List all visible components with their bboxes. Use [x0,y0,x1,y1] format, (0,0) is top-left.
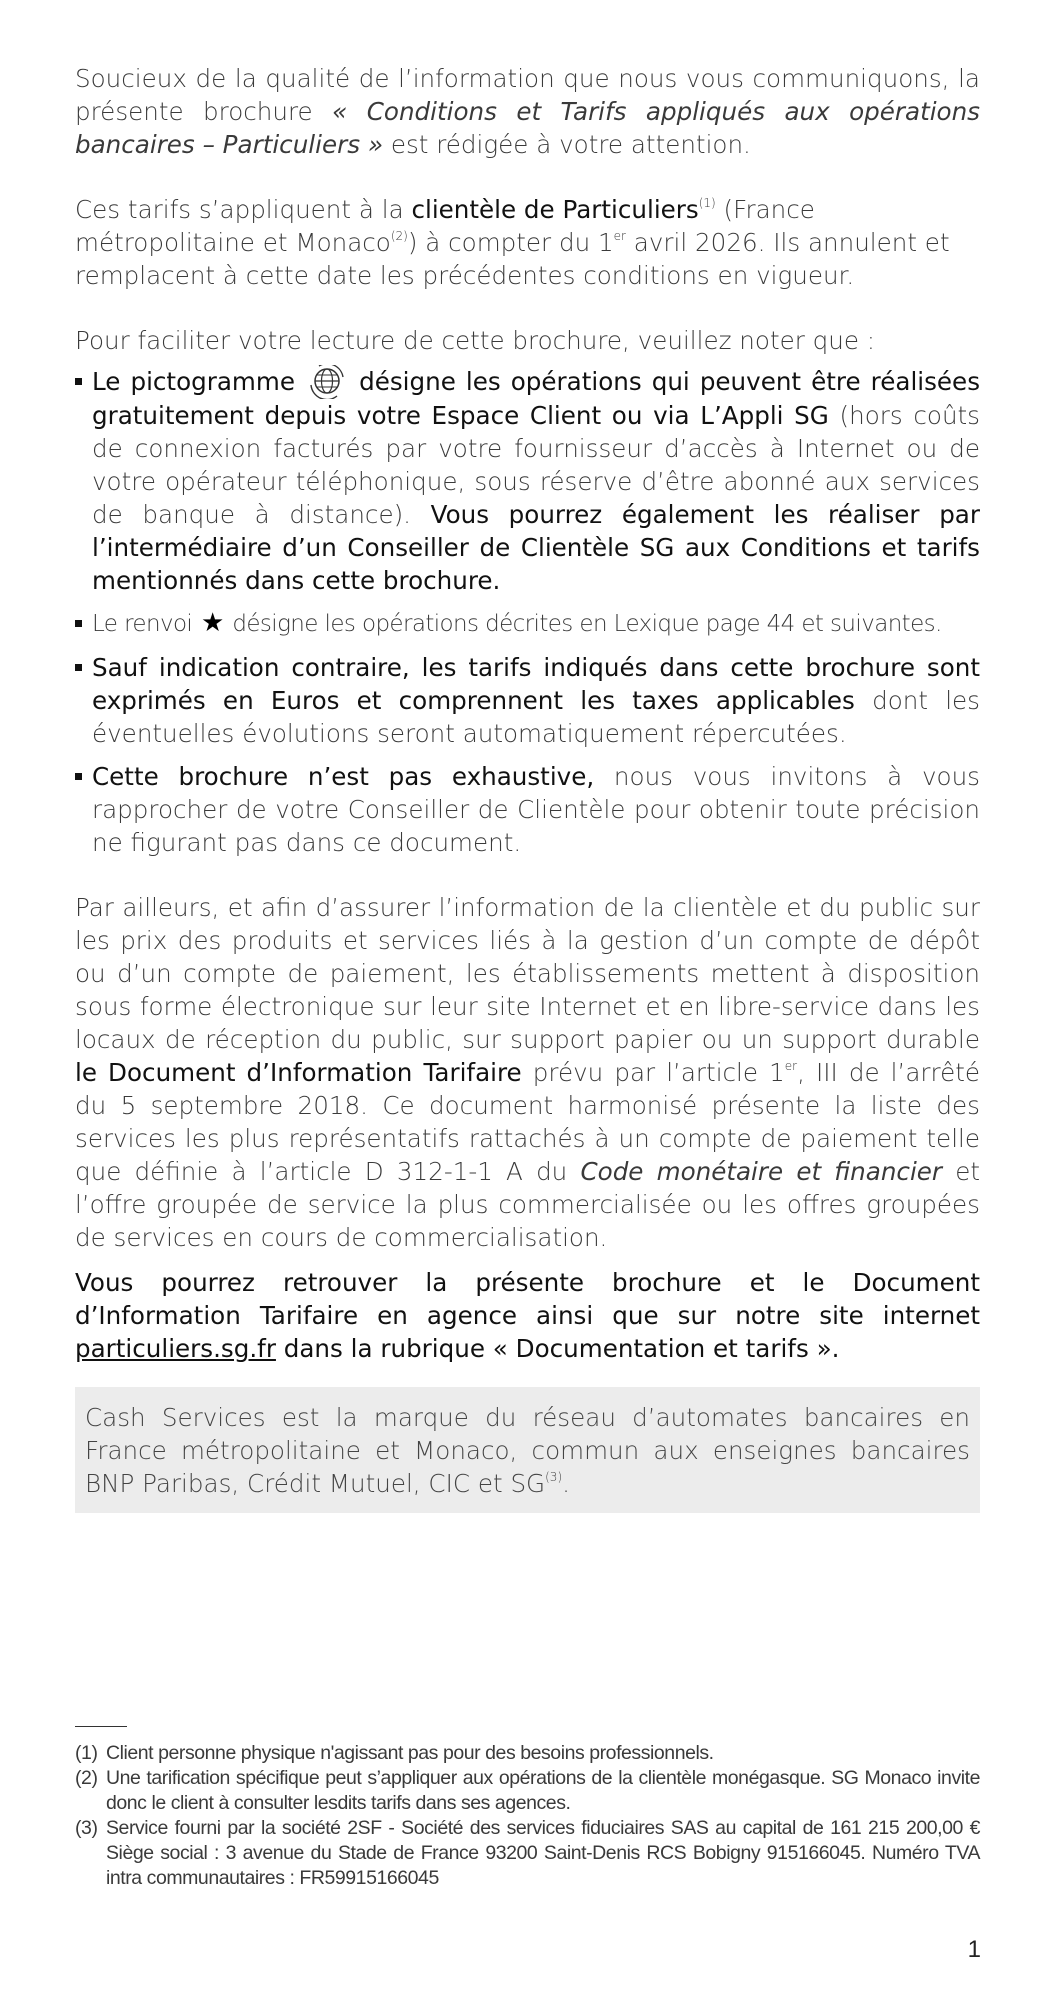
footnotes [75,1726,980,1891]
scope-text-date: ) à compter du 1 [407,228,614,257]
footnote-ref-1: (1) [698,196,716,210]
retrieve-text-end: dans la rubrique « Documentation et tarifs ». [275,1334,840,1363]
list-item [75,760,980,859]
bullet-square [75,378,82,385]
website-link[interactable]: particuliers.sg.fr [75,1334,276,1363]
page-number: 1 [967,1936,981,1963]
bullet-text-taxes: dont les éventuelles évolutions seront automatiquement répercutées. [92,686,980,748]
bullet-text-advisor-contact: nous vous invitons à vous rapprocher de votre Conseiller de Clientèle pour obtenir toute précision ne figurant pas dans ce document. [92,762,980,857]
bullet-text: Le pictogramme [92,367,306,396]
info-text: Par ailleurs, et afin d’assurer l’information de la clientèle et du public sur les prix des produits et services liés à la gestion d’un compte de dépôt ou d’un compte de paiement, les établissements mettent à disposition sous forme électronique sur leur site Internet et en libre-service dans les locaux de réception du public, sur support papier ou un support durable [75,893,980,1054]
bullet-square [75,664,82,671]
footnote-text: Service fourni par la société 2SF - Société des services fiduciaires SAS au capital de 161 215 200,00 € Siège social : 3 avenue du Stade de France 93200 Saint-Denis RCS Bobigny 915166045. Numéro TVA intra communautaires : FR59915166045 [106,1817,980,1889]
cash-services-box [75,1387,980,1513]
scope-text-region: (France métropolitaine et Monaco [75,195,815,257]
bullet-square [75,620,82,627]
footnote-ref-3: (3) [545,1470,563,1484]
footnote-3 [75,1816,980,1891]
intro-paragraph [75,62,980,161]
list-item [75,365,980,597]
dit-label: le Document d’Information Tarifaire [75,1058,522,1087]
scope-text: Ces tarifs s’appliquent à la [75,195,412,224]
footnote-2 [75,1766,980,1816]
scope-text-end: avril 2026. Ils annulent et remplacent à cette date les précédentes conditions en vigueur. [75,228,950,290]
footnote-1 [75,1741,980,1766]
bullet-text-exhaustive: Cette brochure n’est pas exhaustive, [92,762,595,791]
bullet-text-conditions: (hors coûts de connexion facturés par votre fournisseur d’accès à Internet ou de votre opérateur téléphonique, sous réserve d’être abonné aux services de banque à distance). [92,401,980,529]
footnote-ref-2: (2) [390,229,408,243]
star-icon: ★ [200,608,224,638]
bullet-text: Le renvoi [92,611,199,637]
ordinal-sup: er [613,229,626,243]
cash-services-text: Cash Services est la marque du réseau d’automates bancaires en France métropolitaine et Monaco, commun aux enseignes bancaires BNP Paribas, Crédit Mutuel, CIC et SG [85,1403,970,1498]
info-text-end: et l’offre groupée de service la plus commercialisée ou les offres groupées de services en cours de commercialisation. [75,1157,980,1252]
cash-services-end: . [562,1469,570,1498]
footnote-text: Client personne physique n'agissant pas pour des besoins professionnels. [106,1742,714,1764]
bullet-text-advisor: Vous pourrez également les réaliser par l’intermédiaire d’un Conseiller de Clientèle SG aux Conditions et tarifs mentionnés dans cette brochure. [92,500,980,595]
info-text-article: prévu par l’article 1 [521,1058,785,1087]
globe-icon [307,365,347,399]
bullet-text-currency: Sauf indication contraire, les tarifs indiqués dans cette brochure sont exprimés en Euros et comprennent les taxes applicables [92,653,980,715]
bullet-text-free: désigne les opérations qui peuvent être réalisées gratuitement depuis votre Espace Client ou via L’Appli SG [92,367,981,430]
footnote-number: (2) [75,1767,98,1789]
list-item [75,607,980,641]
intro-text-end: est rédigée à votre attention. [383,130,751,159]
brochure-title: « Conditions et Tarifs appliqués aux opérations bancaires – Particuliers » [75,97,980,159]
reading-note: Pour faciliter votre lecture de cette brochure, veuillez noter que : [75,326,876,355]
tariff-scope-paragraph [75,193,980,292]
clientele-label: clientèle de Particuliers [411,195,699,224]
bullet-text-lexicon: désigne les opérations décrites en Lexique page 44 et suivantes. [225,611,942,637]
info-text-decree: , III de l’arrêté du 5 septembre 2018. Ce document harmonisé présente la liste des services les plus représentatifs rattachés à un compte de paiement telle que définie à l’article D 312-1-1 A du [75,1058,980,1186]
ordinal-sup: er [784,1059,798,1073]
retrieve-brochure-paragraph [75,1266,980,1365]
pricing-info-paragraph [75,891,980,1254]
reading-notes-list [75,365,980,859]
footnote-divider [75,1726,127,1727]
retrieve-text: Vous pourrez retrouver la présente brochure et le Document d’Information Tarifaire en agence ainsi que sur notre site internet [75,1268,980,1330]
bullet-square [75,773,82,780]
footnote-number: (3) [75,1817,98,1839]
list-item [75,651,980,750]
footnote-number: (1) [75,1742,98,1764]
footnote-text: Une tarification spécifique peut s’appliquer aux opérations de la clientèle monégasque. SG Monaco invite donc le client à consulter lesdits tarifs dans ses agences. [106,1767,980,1814]
code-title: Code monétaire et financier [580,1157,943,1186]
intro-text: Soucieux de la qualité de l’information que nous vous communiquons, la présente brochure [75,64,980,126]
